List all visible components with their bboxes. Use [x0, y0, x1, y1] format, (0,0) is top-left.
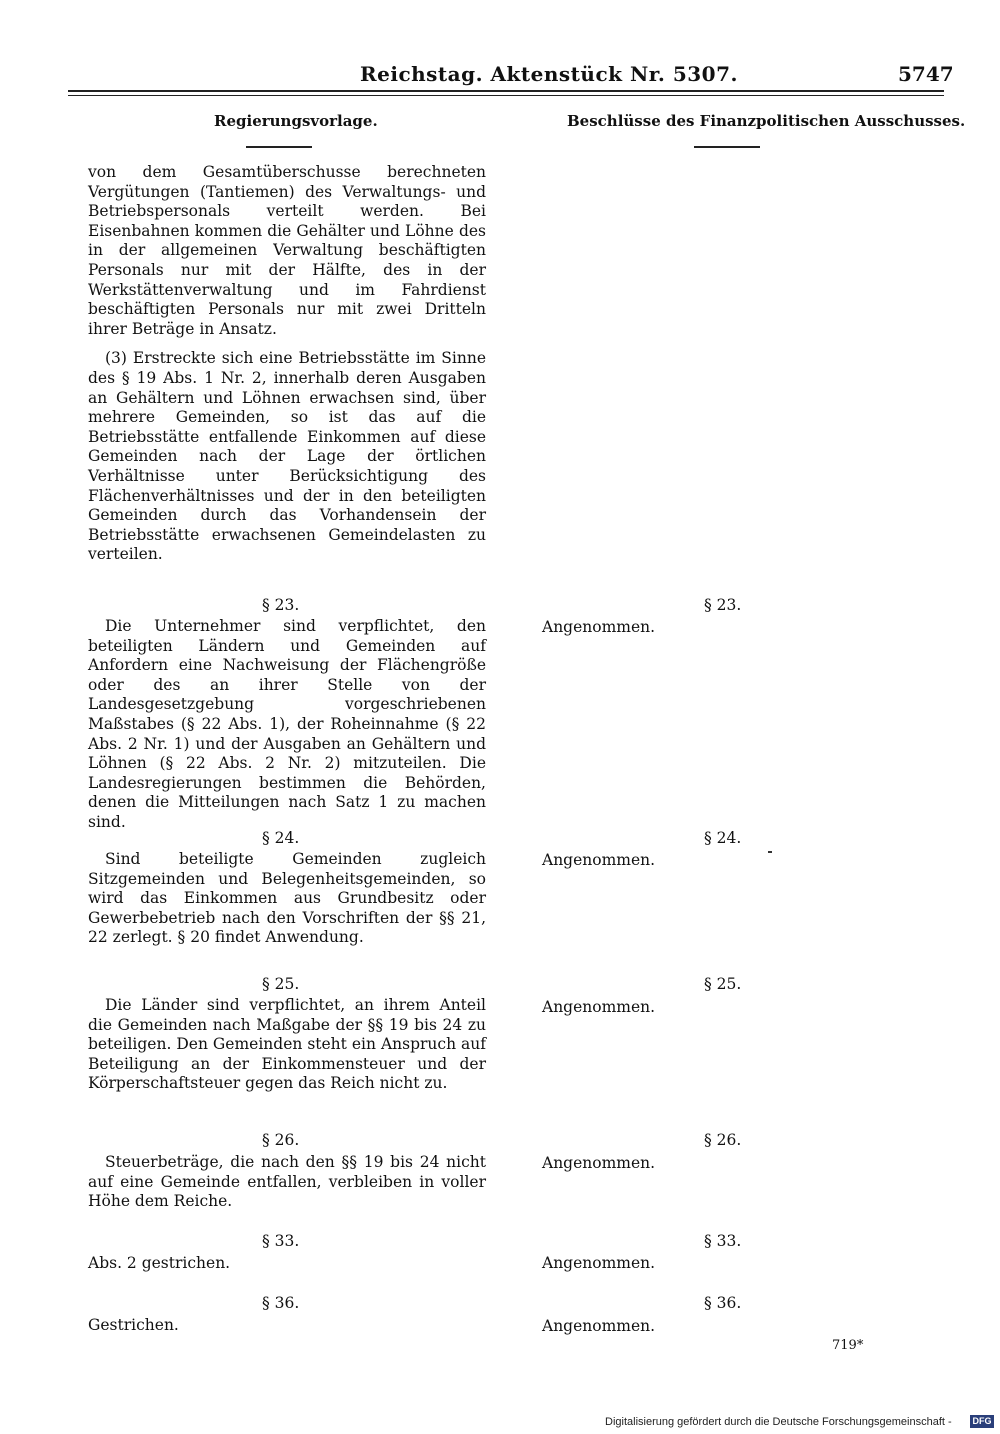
- left-heading-rule: [246, 146, 312, 148]
- section-26-right-heading: § 26.: [704, 1131, 742, 1149]
- section-23-left-heading: § 23.: [262, 596, 300, 614]
- signature-mark: 719*: [832, 1338, 864, 1353]
- page-number: 5747: [898, 62, 954, 86]
- section-25-decision: Angenommen.: [542, 998, 656, 1016]
- section-26-left-heading: § 26.: [262, 1131, 300, 1149]
- digitization-footer: Digitalisierung gefördert durch die Deutsche Forschungsgemeinschaft -: [605, 1416, 952, 1428]
- paragraph-3: (3) Erstreckte sich eine Betriebsstätte im Sinne des § 19 Abs. 1 Nr. 2, innerhalb deren Ausgaben an Gehältern und Löhnen erwachsen sind, über mehrere Gemeinden, so ist das auf die Betriebsstätte entfallende Einkommen auf diese Gemeinden nach der Lage der örtlichen Verhältnisse unter Berücksichtigung des Flächenverhältnisses und der in den beteiligten Gemeinden durch das Vorhandensein der Betriebsstätte erwachsenen Gemeindelasten zu verteilen.: [88, 349, 486, 564]
- section-25-text: Die Länder sind verpflichtet, an ihrem Anteil die Gemeinden nach Maßgabe der §§ 19 bis 24 zu beteiligen. Den Gemeinden steht ein Anspruch auf Beteiligung an der Einkommensteuer und der Körperschaftsteuer gegen das Reich nicht zu.: [88, 996, 486, 1093]
- section-24-left-heading: § 24.: [262, 829, 300, 847]
- section-23-decision: Angenommen.: [542, 618, 656, 636]
- section-36-text: Gestrichen.: [88, 1316, 179, 1334]
- section-25-right-heading: § 25.: [704, 975, 742, 993]
- right-column-heading: Beschlüsse des Finanzpolitischen Ausschusses.: [567, 112, 966, 130]
- section-26-text: Steuerbeträge, die nach den §§ 19 bis 24 nicht auf eine Gemeinde entfallen, verbleiben in voller Höhe dem Reiche.: [88, 1153, 486, 1211]
- section-36-left-heading: § 36.: [262, 1294, 300, 1312]
- section-25-left-heading: § 25.: [262, 975, 300, 993]
- running-head: Reichstag. Aktenstück Nr. 5307.: [360, 62, 738, 86]
- print-speck: [768, 851, 772, 853]
- section-33-decision: Angenommen.: [542, 1254, 656, 1272]
- section-33-left-heading: § 33.: [262, 1232, 300, 1250]
- section-33-right-heading: § 33.: [704, 1232, 742, 1250]
- left-column-heading: Regierungsvorlage.: [214, 112, 378, 130]
- section-24-right-heading: § 24.: [704, 829, 742, 847]
- section-24-decision: Angenommen.: [542, 851, 656, 869]
- section-23-text: Die Unternehmer sind verpflichtet, den beteiligten Ländern und Gemeinden auf Anfordern eine Nachweisung der Flächengröße oder des an ihrer Stelle von der Landesgesetzgebung vorgeschriebenen Maßstabes (§ 22 Abs. 1), der Roheinnahme (§ 22 Abs. 2 Nr. 1) und der Ausgaben an Gehältern und Löhnen (§ 22 Abs. 2 Nr. 2) mitzuteilen. Die Landesregierungen bestimmen die Behörden, denen die Mitteilungen nach Satz 1 zu machen sind.: [88, 617, 486, 831]
- section-26-decision: Angenommen.: [542, 1154, 656, 1172]
- header-rule-thin: [68, 95, 944, 96]
- continuation-block: [88, 163, 486, 565]
- section-23-right-heading: § 23.: [704, 596, 742, 614]
- section-24-text: Sind beteiligte Gemeinden zugleich Sitzgemeinden und Belegenheitsgemeinden, so wird das Einkommen aus Grundbesitz oder Gewerbebetrieb nach den Vorschriften der §§ 21, 22 zerlegt. § 20 findet Anwendung.: [88, 850, 486, 947]
- right-heading-rule: [694, 146, 760, 148]
- dfg-logo: DFG: [970, 1415, 994, 1428]
- section-36-decision: Angenommen.: [542, 1317, 656, 1335]
- continuation-paragraph: von dem Gesamtüberschusse berechneten Vergütungen (Tantiemen) des Verwaltungs- und Betriebspersonals verteilt werden. Bei Eisenbahnen kommen die Gehälter und Löhne des in der allgemeinen Verwaltung beschäftigten Personals nur mit der Hälfte, des in der Werkstättenverwaltung und im Fahrdienst beschäftigten Personals nur mit zwei Dritteln ihrer Beträge in Ansatz.: [88, 163, 486, 338]
- section-33-text: Abs. 2 gestrichen.: [88, 1254, 231, 1272]
- header-rule: [68, 90, 944, 92]
- section-36-right-heading: § 36.: [704, 1294, 742, 1312]
